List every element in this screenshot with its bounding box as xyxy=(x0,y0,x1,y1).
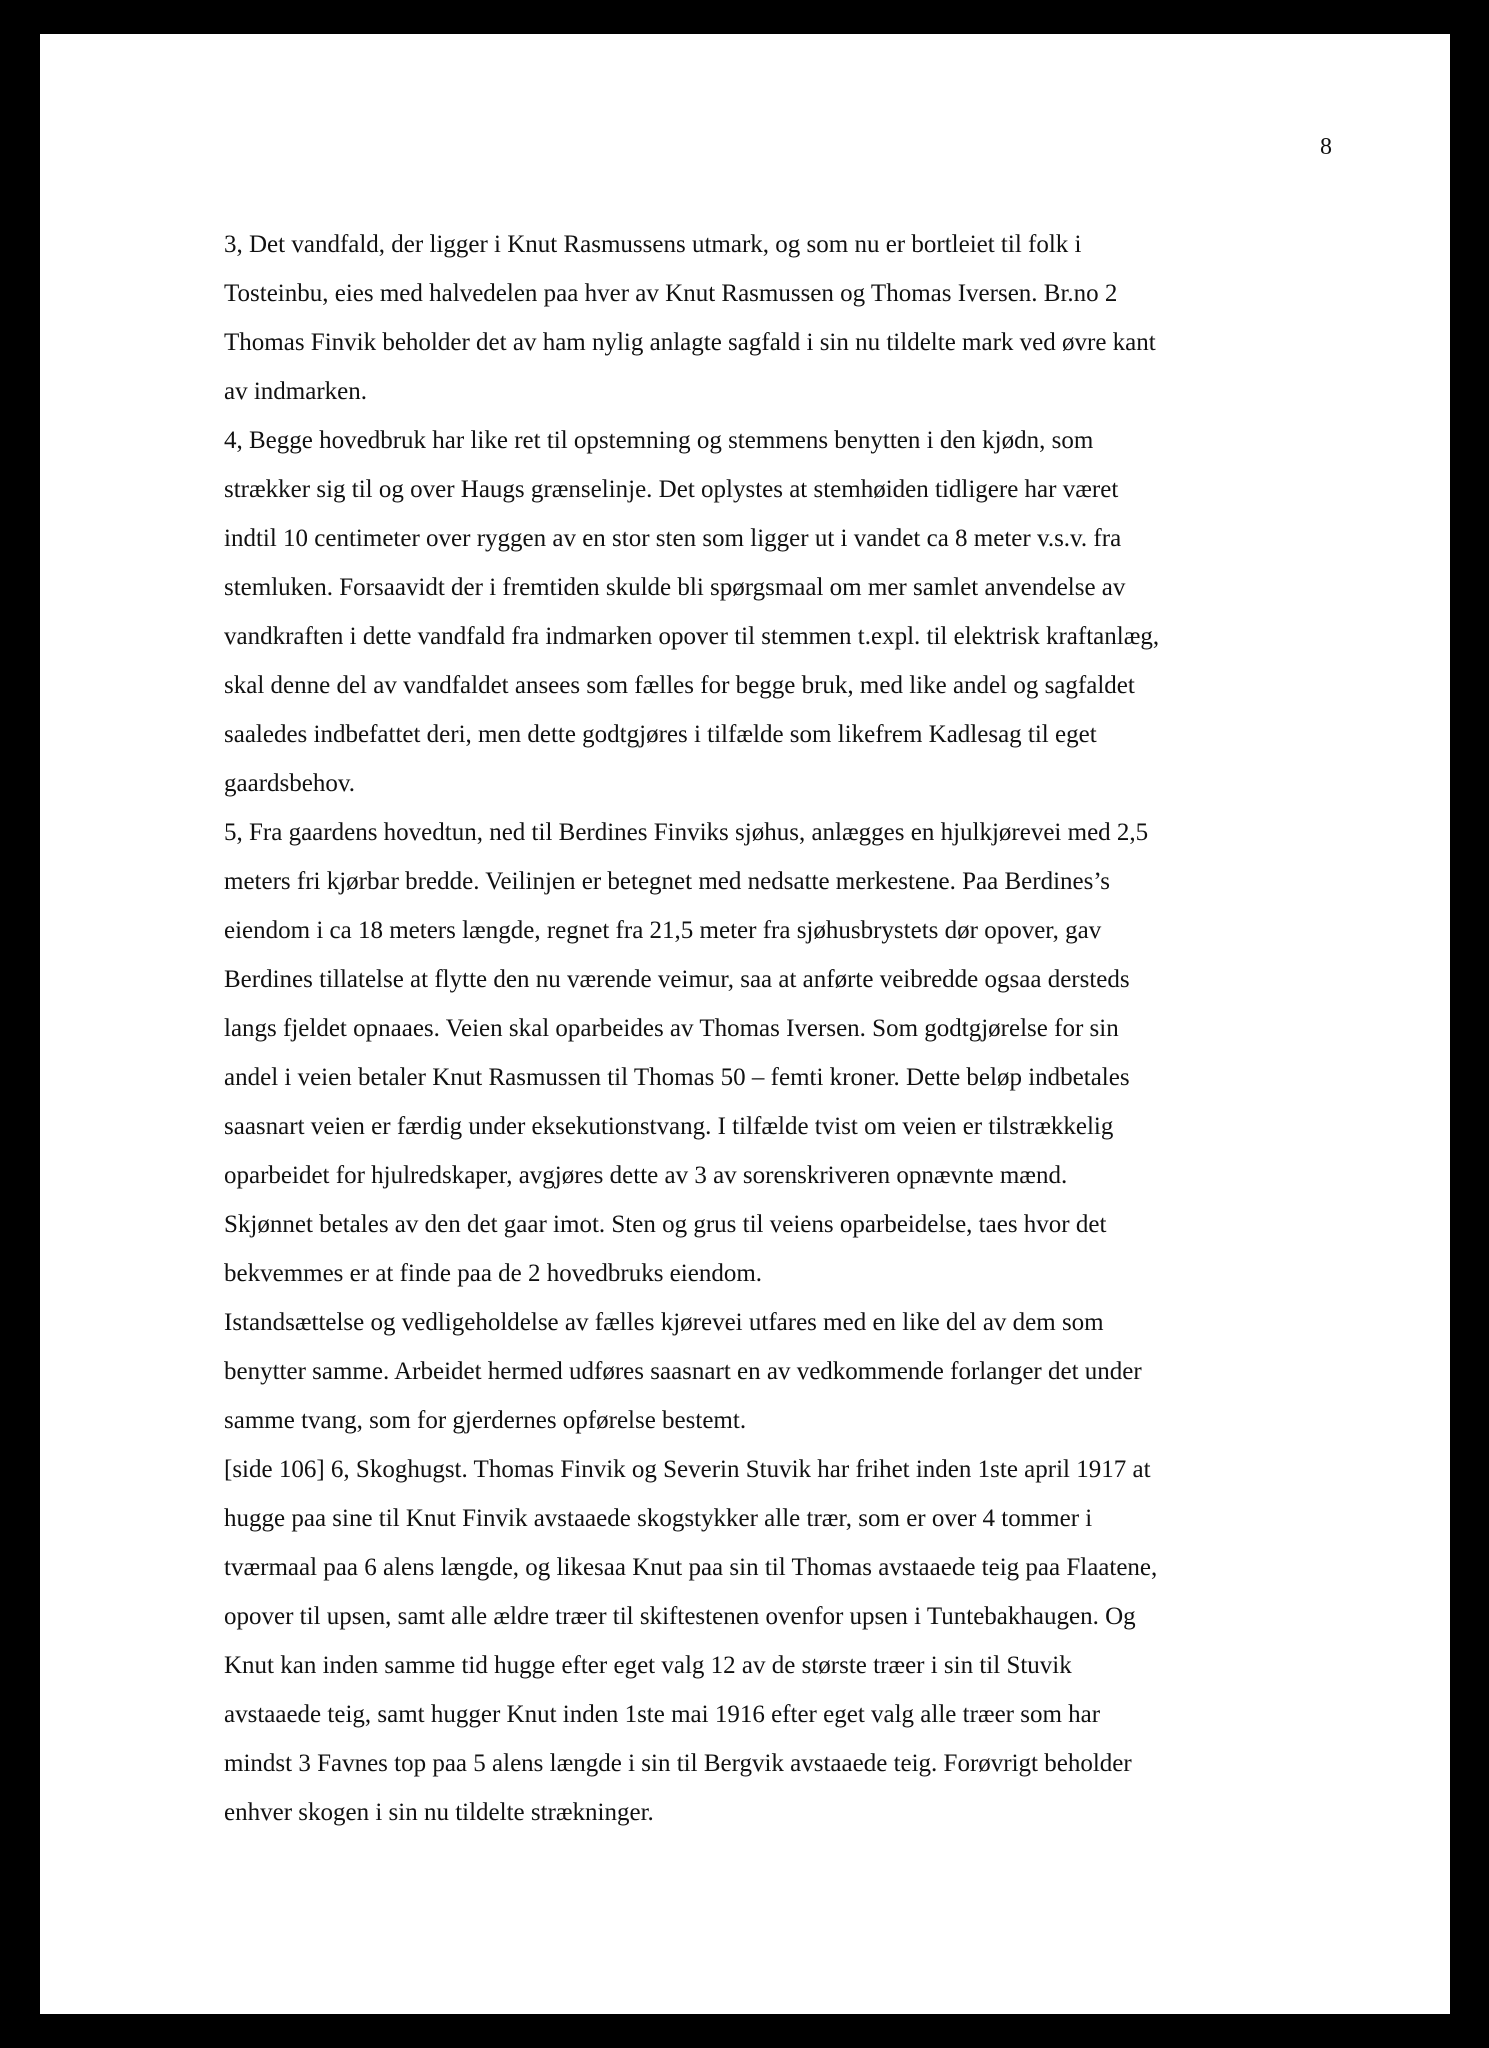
text-line: av indmarken. xyxy=(224,378,368,405)
text-line: enhver skogen i sin nu tildelte strækninger. xyxy=(224,1799,654,1826)
text-line: tværmaal paa 6 alens længde, og likesaa Knut paa sin til Thomas avstaaede teig paa Flaatene, xyxy=(224,1554,1158,1581)
text-line: stemluken. Forsaavidt der i fremtiden skulde bli spørgsmaal om mer samlet anvendelse av xyxy=(224,574,1126,601)
text-line: Istandsættelse og vedligeholdelse av fælles kjørevei utfares med en like del av dem som xyxy=(224,1309,1104,1336)
text-line: samme tvang, som for gjerdernes opførelse bestemt. xyxy=(224,1407,747,1434)
text-line: Knut kan inden samme tid hugge efter eget valg 12 av de største træer i sin til Stuvik xyxy=(224,1652,1072,1679)
document-page xyxy=(40,34,1450,2014)
body-text xyxy=(224,220,1374,1837)
text-line: Thomas Finvik beholder det av ham nylig anlagte sagfald i sin nu tildelte mark ved øvre kant xyxy=(224,329,1156,356)
text-line: 5, Fra gaardens hovedtun, ned til Berdines Finviks sjøhus, anlægges en hjulkjørevei med 2,5 xyxy=(224,819,1149,846)
text-line: andel i veien betaler Knut Rasmussen til Thomas 50 – femti kroner. Dette beløp indbetales xyxy=(224,1064,1130,1091)
text-line: Tosteinbu, eies med halvedelen paa hver av Knut Rasmussen og Thomas Iversen. Br.no 2 xyxy=(224,280,1118,307)
text-line: eiendom i ca 18 meters længde, regnet fra 21,5 meter fra sjøhusbrystets dør opover, gav xyxy=(224,917,1102,944)
text-line: langs fjeldet opnaaes. Veien skal oparbeides av Thomas Iversen. Som godtgjørelse for sin xyxy=(224,1015,1119,1042)
text-line: benytter samme. Arbeidet hermed udføres saasnart en av vedkommende forlanger det under xyxy=(224,1358,1142,1385)
text-line: [side 106] 6, Skoghugst. Thomas Finvik og Severin Stuvik har frihet inden 1ste april 1917 at xyxy=(224,1456,1151,1483)
text-line: vandkraften i dette vandfald fra indmarken opover til stemmen t.expl. til elektrisk kraftanlæg, xyxy=(224,623,1160,650)
text-line: 3, Det vandfald, der ligger i Knut Rasmussens utmark, og som nu er bortleiet til folk i xyxy=(224,231,1082,258)
text-line: strækker sig til og over Haugs grænselinje. Det oplystes at stemhøiden tidligere har været xyxy=(224,476,1119,503)
text-line: bekvemmes er at finde paa de 2 hovedbruks eiendom. xyxy=(224,1260,763,1287)
text-line: gaardsbehov. xyxy=(224,770,355,797)
text-line: oparbeidet for hjulredskaper, avgjøres dette av 3 av sorenskriveren opnævnte mænd. xyxy=(224,1162,1068,1189)
text-line: avstaaede teig, samt hugger Knut inden 1ste mai 1916 efter eget valg alle træer som har xyxy=(224,1701,1101,1728)
text-line: saaledes indbefattet deri, men dette godtgjøres i tilfælde som likefrem Kadlesag til eget xyxy=(224,721,1097,748)
text-line: mindst 3 Favnes top paa 5 alens længde i sin til Bergvik avstaaede teig. Forøvrigt beholder xyxy=(224,1750,1132,1777)
text-line: Skjønnet betales av den det gaar imot. Sten og grus til veiens oparbeidelse, taes hvor det xyxy=(224,1211,1107,1238)
page-number: 8 xyxy=(1320,134,1332,160)
text-line: hugge paa sine til Knut Finvik avstaaede skogstykker alle trær, som er over 4 tommer i xyxy=(224,1505,1093,1532)
text-line: saasnart veien er færdig under eksekutionstvang. I tilfælde tvist om veien er tilstrækkelig xyxy=(224,1113,1114,1140)
text-line: Berdines tillatelse at flytte den nu værende veimur, saa at anførte veibredde ogsaa dersteds xyxy=(224,966,1130,993)
text-line: skal denne del av vandfaldet ansees som fælles for begge bruk, med like andel og sagfaldet xyxy=(224,672,1135,699)
text-line: 4, Begge hovedbruk har like ret til opstemning og stemmens benytten i den kjødn, som xyxy=(224,427,1094,454)
text-line: indtil 10 centimeter over ryggen av en stor sten som ligger ut i vandet ca 8 meter v.s.v. fra xyxy=(224,525,1122,552)
text-line: meters fri kjørbar bredde. Veilinjen er betegnet med nedsatte merkestene. Paa Berdines’s xyxy=(224,868,1111,895)
text-line: opover til upsen, samt alle ældre træer til skiftestenen ovenfor upsen i Tuntebakhaugen. Og xyxy=(224,1603,1136,1630)
